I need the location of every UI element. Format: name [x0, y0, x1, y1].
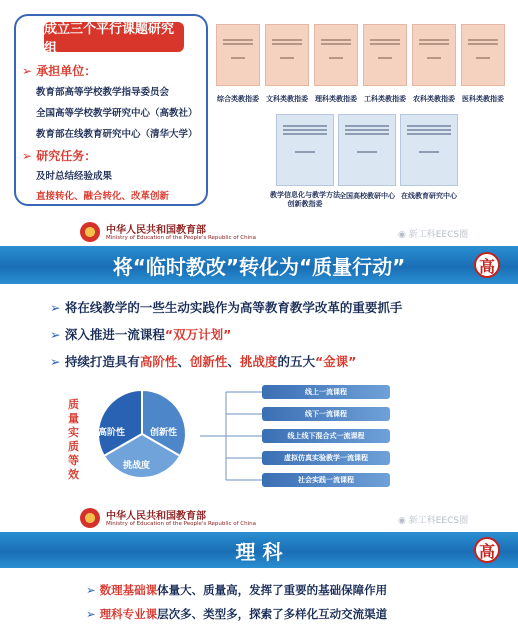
slide3-bullet-1-text: 体量大、质量高，发挥了重要的基础保障作用 [157, 583, 388, 597]
course-pill-3: 线上线下混合式一流课程 [262, 429, 390, 443]
bullet-3-sep: 、 [227, 354, 240, 369]
task-line-2: 直接转化、融合转化、改革创新 [36, 191, 170, 202]
side-label: 质量实质等效 [68, 398, 79, 481]
circle-label-1: 高阶性 [98, 428, 126, 438]
org-name-en: Ministry of Education of the People's Republic of China [106, 521, 256, 527]
book-caption: 农科类教指委 [413, 95, 455, 103]
slide3-bullet-1-hl: 数理基础课 [99, 583, 158, 597]
bullet-1-text: 将在线教学的一些生动实践作为高等教育教学改革的重要抓手 [64, 300, 403, 315]
slide3-bullet-2: ➢ 理科专业课层次多、类型多，探索了多样化互动交流渠道 [86, 607, 388, 621]
slide3-bullet-2-hl: 理科专业课 [99, 607, 158, 621]
slide3-title-band [0, 532, 518, 568]
bullet-3-hl-3: 挑战度 [239, 354, 278, 369]
undertake-label: ➢ 承担单位： [22, 64, 97, 78]
bullet-3-text-2: 的五大 [277, 354, 315, 369]
task-label: ➢ 研究任务： [22, 149, 97, 163]
ministry-header [0, 504, 518, 532]
book-caption: 全国高校教研中心 [339, 192, 395, 200]
university-logo-icon: 高 [474, 252, 500, 278]
book-cover [338, 114, 396, 186]
undertake-label-text: 承担单位： [36, 64, 97, 78]
book-cover [314, 24, 358, 86]
bullet-2-text: 深入推进一流课程 [64, 327, 165, 342]
book-caption: 医科类教指委 [462, 95, 504, 103]
book-cover [461, 24, 505, 86]
slide3-bullet-1: ➢ 数理基础课体量大、质量高，发挥了重要的基础保障作用 [86, 583, 388, 597]
bullet-2: ➢ 深入推进一流课程“双万计划” [50, 327, 232, 342]
group-box [14, 14, 208, 206]
book-cover [412, 24, 456, 86]
ministry-header [0, 218, 518, 246]
bullet-1: ➢ 将在线教学的一些生动实践作为高等教育教学改革的重要抓手 [50, 300, 403, 315]
book-cover [276, 114, 334, 186]
bullet-3-hl-1: 高阶性 [139, 354, 178, 369]
course-pill-4: 虚拟仿真实验教学一流课程 [262, 451, 390, 465]
unit-3: 教育部在线教育研究中心（清华大学） [36, 129, 198, 140]
course-pill-2: 线下一流课程 [262, 407, 390, 421]
org-name-cn: 中华人民共和国教育部 [106, 511, 206, 522]
slide3-title: 理 科 [235, 539, 283, 564]
book-caption: 文科类教指委 [266, 95, 308, 103]
bullet-2-highlight: “双万计划” [164, 327, 232, 342]
unit-2: 全国高等学校教学研究中心（高教社） [36, 108, 198, 119]
national-emblem-icon [80, 222, 100, 242]
national-emblem-icon [80, 508, 100, 528]
circle-label-2: 创新性 [150, 428, 178, 438]
slide2-title-band [0, 246, 518, 284]
bullet-3-hl-4: “金课” [314, 354, 357, 369]
book-caption: 工科类教指委 [364, 95, 406, 103]
university-logo-icon: 高 [474, 537, 500, 563]
book-caption: 在线教育研究中心 [401, 192, 457, 200]
watermark: ◉ 新工科EECS圈 [398, 516, 469, 526]
book-caption: 综合类教指委 [217, 95, 259, 103]
task-line-1: 及时总结经验成果 [36, 171, 113, 182]
bullet-3-sep: 、 [177, 354, 190, 369]
slide-research-groups [0, 0, 518, 218]
course-pill-5: 社会实践一流课程 [262, 473, 390, 487]
unit-1: 教育部高等学校教学指导委员会 [36, 87, 170, 98]
watermark-text: 新工科EECS圈 [408, 230, 469, 240]
watermark-text: 新工科EECS圈 [408, 516, 469, 526]
org-name-cn: 中华人民共和国教育部 [106, 225, 206, 236]
book-caption: 理科类教指委 [315, 95, 357, 103]
task-label-text: 研究任务： [36, 149, 97, 163]
slide2-title: 将“临时教改”转化为“质量行动” [112, 254, 406, 279]
slide3-bullet-2-text: 层次多、类型多，探索了多样化互动交流渠道 [157, 607, 388, 621]
bullet-3-text: 持续打造具有 [64, 354, 140, 369]
course-pill-1: 线上一流课程 [262, 385, 390, 399]
book-cover [400, 114, 458, 186]
bullet-3: ➢ 持续打造具有高阶性、创新性、挑战度的五大“金课” [50, 354, 357, 369]
watermark: ◉ 新工科EECS圈 [398, 230, 469, 240]
bullet-3-hl-2: 创新性 [189, 354, 228, 369]
book-cover [216, 24, 260, 86]
book-cover [363, 24, 407, 86]
book-caption: 教学信息化与教学方法创新教指委 [270, 191, 340, 208]
connector-lines [196, 388, 266, 488]
circle-label-3: 挑战度 [123, 461, 151, 471]
group-title: 成立三个平行课题研究组 [44, 22, 184, 52]
org-name-en: Ministry of Education of the People's Republic of China [106, 235, 256, 241]
book-cover [265, 24, 309, 86]
